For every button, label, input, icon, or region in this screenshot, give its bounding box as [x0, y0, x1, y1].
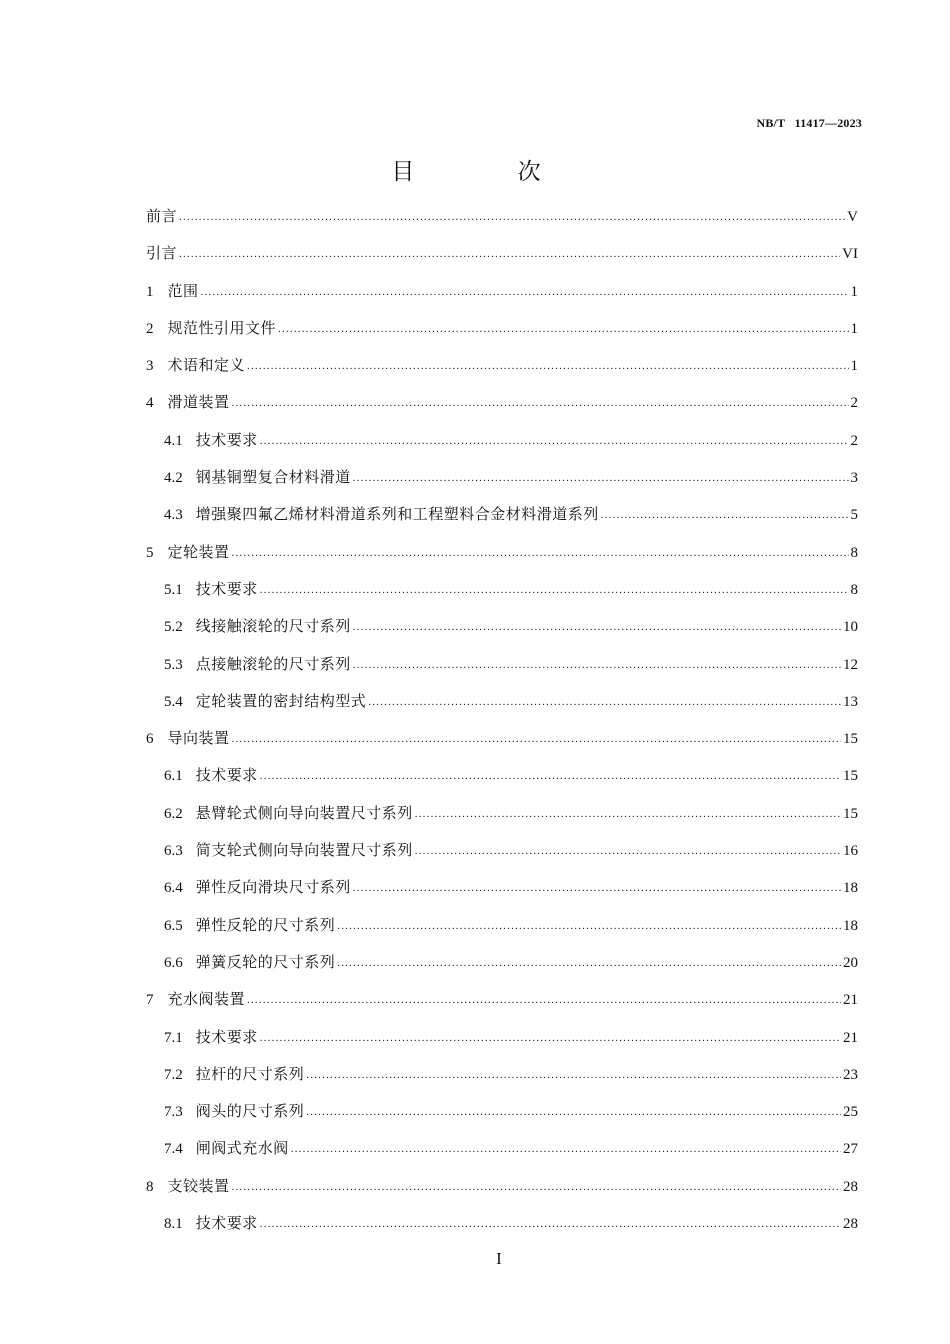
toc-entry[interactable]: [146, 1137, 858, 1174]
toc-entry-page: 28: [843, 1216, 858, 1233]
toc-entry-page: VI: [842, 246, 858, 263]
toc-entry-number: 2: [146, 320, 154, 337]
toc-entry-label: 导向装置: [167, 729, 230, 748]
toc-dot-leader: [278, 323, 848, 335]
toc-entry-number: 6.4: [164, 880, 183, 897]
toc-entry-number: 1: [146, 283, 154, 300]
toc-dot-leader: [179, 248, 840, 260]
toc-entry[interactable]: [146, 1063, 858, 1100]
toc-entry-number: 5.4: [164, 693, 183, 710]
toc-entry[interactable]: [146, 391, 858, 428]
toc-entry-label: 技术要求: [195, 579, 258, 598]
toc-entry[interactable]: [146, 1026, 858, 1063]
toc-entry-page: 2: [850, 395, 858, 412]
standard-code: NB/T 11417—2023: [756, 116, 862, 130]
toc-entry-page: 1: [850, 358, 858, 375]
toc-dot-leader: [260, 435, 849, 447]
toc-dot-leader: [260, 770, 841, 782]
toc-entry-label: 弹性反轮的尺寸系列: [195, 915, 336, 934]
toc-entry-number: 5: [146, 544, 154, 561]
toc-entry-number: 4: [146, 395, 154, 412]
toc-entry-label: 引言: [146, 244, 178, 263]
toc-dot-leader: [306, 1069, 841, 1081]
toc-dot-leader: [337, 920, 841, 932]
toc-entry-page: 21: [843, 992, 858, 1009]
toc-dot-leader: [415, 845, 841, 857]
toc-dot-leader: [232, 547, 849, 559]
toc-entry-number: 4.2: [164, 470, 183, 487]
toc-entry[interactable]: [146, 354, 858, 391]
toc-entry-page: 16: [843, 843, 858, 860]
toc-entry-number: 6: [146, 731, 154, 748]
table-of-contents: [146, 205, 858, 1249]
toc-entry[interactable]: [146, 205, 858, 242]
toc-entry[interactable]: [146, 802, 858, 839]
toc-entry-label: 定轮装置的密封结构型式: [195, 691, 367, 710]
toc-entry-label: 支铰装置: [167, 1176, 230, 1195]
toc-entry-number: 7.2: [164, 1066, 183, 1083]
toc-entry-label: 技术要求: [195, 1027, 258, 1046]
toc-entry-label: 阀头的尺寸系列: [195, 1102, 305, 1121]
toc-dot-leader: [291, 1143, 841, 1155]
toc-dot-leader: [232, 397, 849, 409]
toc-entry-label: 规范性引用文件: [167, 318, 277, 337]
toc-entry[interactable]: [146, 951, 858, 988]
toc-entry-page: V: [847, 209, 858, 225]
toc-dot-leader: [247, 360, 848, 372]
toc-dot-leader: [601, 509, 849, 521]
page-title: 目 次: [391, 159, 589, 185]
toc-dot-leader: [201, 286, 849, 298]
toc-entry[interactable]: [146, 242, 858, 279]
toc-entry-label: 弹性反向滑块尺寸系列: [195, 878, 351, 897]
toc-entry[interactable]: [146, 466, 858, 503]
toc-entry-page: 12: [843, 656, 858, 673]
toc-entry-number: 5.3: [164, 656, 183, 673]
toc-dot-leader: [353, 882, 841, 894]
toc-dot-leader: [260, 584, 849, 596]
toc-entry-page: 28: [843, 1178, 858, 1195]
toc-entry-label: 范围: [167, 281, 199, 300]
toc-entry[interactable]: [146, 317, 858, 354]
toc-entry-page: 1: [850, 283, 858, 300]
toc-dot-leader: [337, 957, 841, 969]
toc-entry-page: 2: [850, 432, 858, 449]
toc-entry[interactable]: [146, 615, 858, 652]
toc-entry-page: 5: [850, 507, 858, 524]
toc-entry-label: 技术要求: [195, 766, 258, 785]
toc-entry-page: 13: [843, 693, 858, 710]
toc-entry[interactable]: [146, 1212, 858, 1249]
toc-entry-number: 8.1: [164, 1216, 183, 1233]
toc-entry[interactable]: [146, 1175, 858, 1212]
toc-entry-number: 7.1: [164, 1029, 183, 1046]
toc-entry-number: 5.1: [164, 581, 183, 598]
toc-entry-page: 8: [850, 544, 858, 561]
toc-entry-page: 25: [843, 1104, 858, 1121]
toc-entry-number: 3: [146, 358, 154, 375]
toc-dot-leader: [415, 808, 841, 820]
toc-entry[interactable]: [146, 914, 858, 951]
toc-entry-page: 23: [843, 1066, 858, 1083]
toc-dot-leader: [247, 994, 841, 1006]
toc-entry-label: 增强聚四氟乙烯材料滑道系列和工程塑料合金材料滑道系列: [195, 505, 599, 524]
toc-entry-page: 3: [850, 470, 858, 487]
toc-entry-label: 技术要求: [195, 430, 258, 449]
toc-entry-label: 技术要求: [195, 1214, 258, 1233]
toc-entry[interactable]: [146, 653, 858, 690]
toc-entry-page: 27: [843, 1141, 858, 1158]
toc-entry-number: 6.2: [164, 805, 183, 822]
toc-entry[interactable]: [146, 727, 858, 764]
toc-entry-label: 拉杆的尺寸系列: [195, 1064, 305, 1083]
toc-dot-leader: [353, 659, 841, 671]
toc-entry[interactable]: [146, 690, 858, 727]
toc-dot-leader: [353, 621, 841, 633]
toc-entry-page: 8: [850, 581, 858, 598]
toc-entry-label: 术语和定义: [167, 356, 246, 375]
toc-entry-page: 15: [843, 805, 858, 822]
toc-entry-label: 悬臂轮式侧向导向装置尺寸系列: [195, 803, 413, 822]
toc-entry-label: 充水阀装置: [167, 990, 246, 1009]
toc-dot-leader: [232, 1181, 841, 1193]
toc-dot-leader: [368, 696, 841, 708]
toc-entry[interactable]: [146, 876, 858, 913]
toc-entry-page: 10: [843, 619, 858, 636]
toc-entry-number: 8: [146, 1178, 154, 1195]
toc-entry-label: 弹簧反轮的尺寸系列: [195, 952, 336, 971]
toc-entry-label: 滑道装置: [167, 393, 230, 412]
toc-entry-label: 点接触滚轮的尺寸系列: [195, 654, 351, 673]
page-number: I: [496, 1249, 502, 1268]
toc-entry[interactable]: [146, 764, 858, 801]
toc-dot-leader: [353, 472, 849, 484]
toc-entry[interactable]: [146, 503, 858, 540]
toc-dot-leader: [260, 1218, 841, 1230]
toc-entry-number: 7.4: [164, 1141, 183, 1158]
toc-entry-page: 15: [843, 768, 858, 785]
toc-entry-page: 18: [843, 917, 858, 934]
toc-entry[interactable]: [146, 578, 858, 615]
toc-dot-leader: [232, 733, 841, 745]
toc-entry-number: 6.5: [164, 917, 183, 934]
toc-entry-label: 闸阀式充水阀: [195, 1139, 289, 1158]
toc-dot-leader: [260, 1032, 841, 1044]
toc-entry-number: 5.2: [164, 619, 183, 636]
toc-dot-leader: [179, 211, 845, 223]
toc-entry[interactable]: [146, 1100, 858, 1137]
toc-entry-number: 6.3: [164, 843, 183, 860]
toc-entry-page: 15: [843, 731, 858, 748]
toc-entry-number: 7: [146, 992, 154, 1009]
toc-entry-label: 钢基铜塑复合材料滑道: [195, 468, 351, 487]
toc-entry-number: 6.1: [164, 768, 183, 785]
toc-entry-number: 4.3: [164, 507, 183, 524]
toc-dot-leader: [306, 1106, 841, 1118]
toc-entry-label: 前言: [146, 207, 178, 225]
toc-entry-page: 20: [843, 954, 858, 971]
toc-entry-page: 21: [843, 1029, 858, 1046]
toc-entry[interactable]: [146, 429, 858, 466]
toc-entry-label: 简支轮式侧向导向装置尺寸系列: [195, 841, 413, 860]
toc-entry[interactable]: [146, 541, 858, 578]
toc-entry-number: 7.3: [164, 1104, 183, 1121]
toc-entry-page: 18: [843, 880, 858, 897]
toc-entry-label: 线接触滚轮的尺寸系列: [195, 617, 351, 636]
toc-entry[interactable]: [146, 988, 858, 1025]
toc-entry-number: 6.6: [164, 954, 183, 971]
toc-entry[interactable]: [146, 839, 858, 876]
toc-entry-number: 4.1: [164, 432, 183, 449]
toc-entry[interactable]: [146, 280, 858, 317]
toc-entry-label: 定轮装置: [167, 542, 230, 561]
toc-entry-page: 1: [850, 320, 858, 337]
